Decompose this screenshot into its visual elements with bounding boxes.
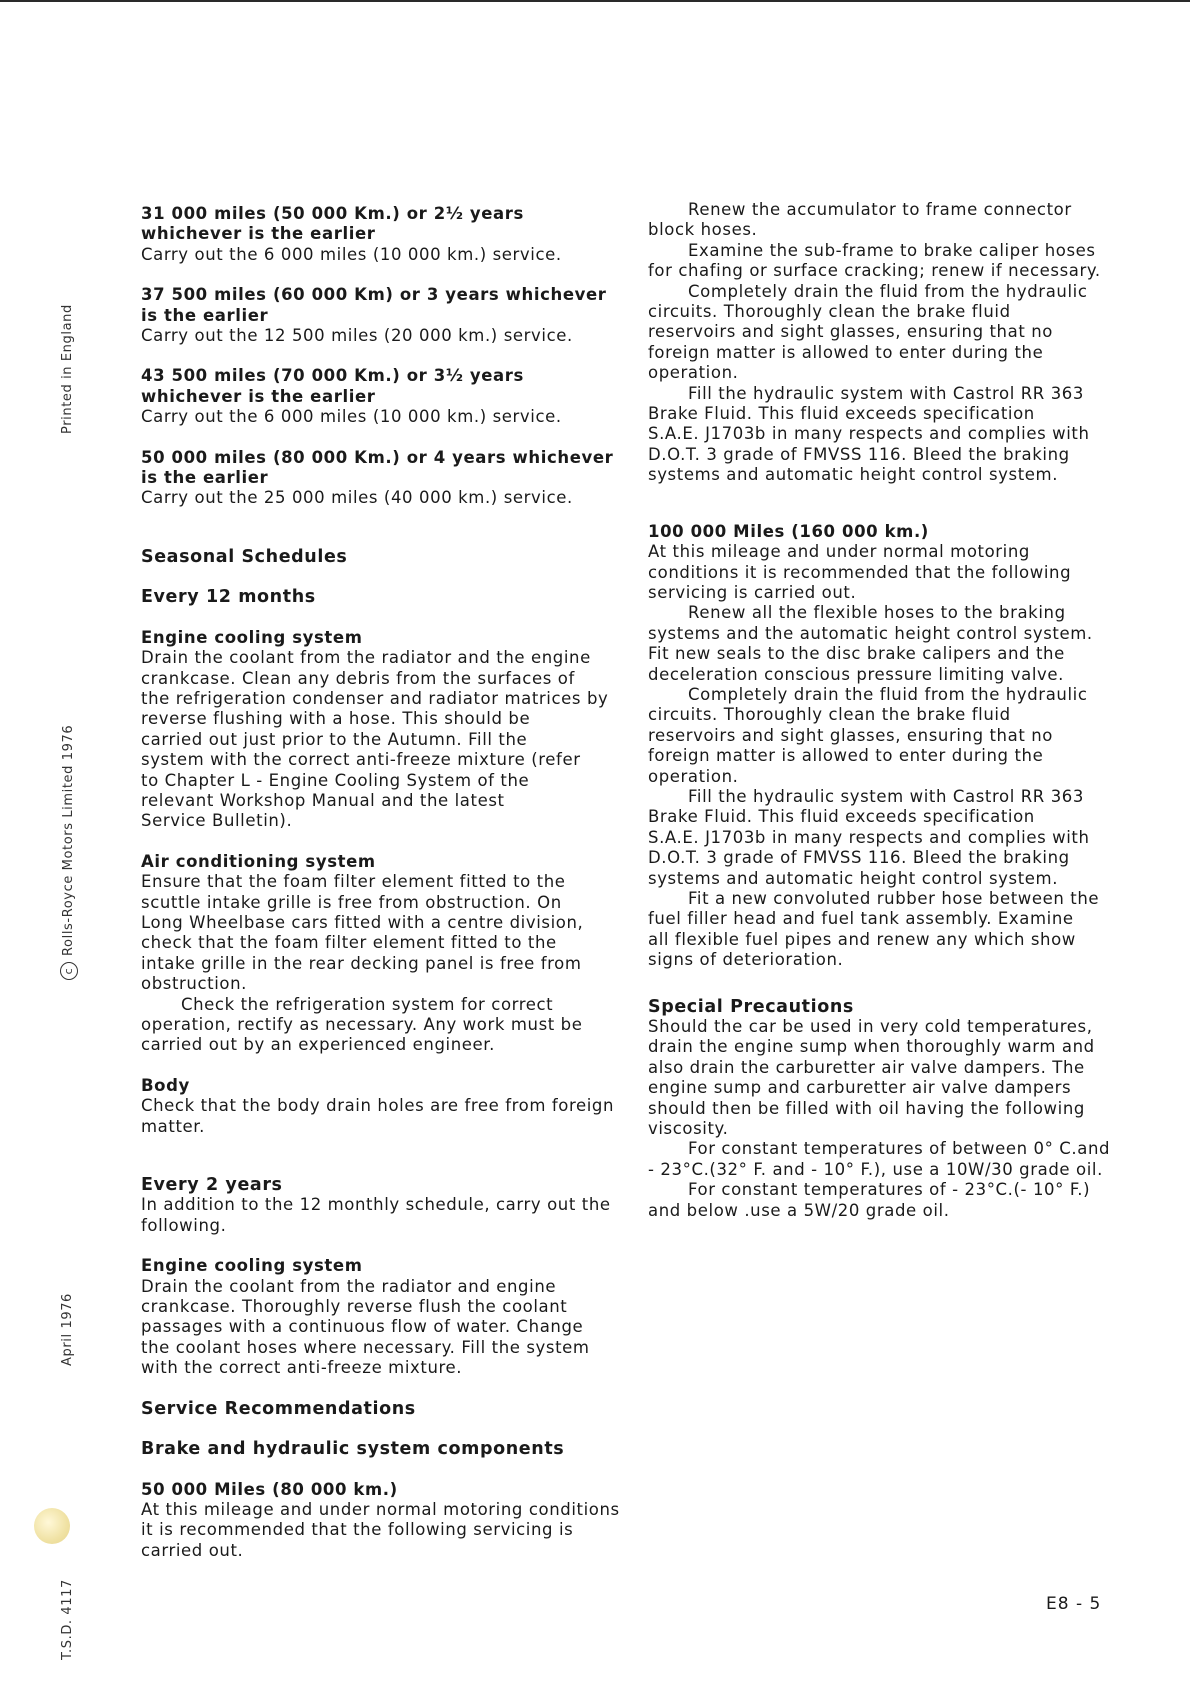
paper-stain: [34, 1508, 70, 1544]
interval-43500: [141, 366, 621, 427]
body-section: [141, 1076, 621, 1137]
text-line: deceleration conscious pressure limiting valve.: [648, 664, 1064, 684]
aircon-section: [141, 852, 621, 1056]
top-rule: [0, 0, 1190, 2]
text-line: should then be filled with oil having the following: [648, 1098, 1085, 1118]
text-line: operation.: [648, 766, 739, 786]
text-line: Check the refrigeration system for correct: [181, 994, 554, 1014]
text-line: reservoirs and sight glasses, ensuring that no: [648, 322, 1053, 342]
interval-heading: whichever is the earlier: [141, 386, 376, 406]
interval-body: Carry out the 6 000 miles (10 000 km.) service.: [141, 407, 562, 427]
text-line: Completely drain the fluid from the hydraulic: [688, 281, 1088, 301]
print-date: April 1976: [60, 1293, 75, 1366]
section-heading: Body: [141, 1075, 190, 1095]
interval-heading: is the earlier: [141, 468, 269, 488]
interval-heading: 31 000 miles (50 000 Km.) or 2½ years: [141, 204, 524, 223]
text-line: Drain the coolant from the radiator and the engine: [141, 648, 591, 668]
text-line: operation.: [648, 363, 739, 383]
text-line: S.A.E. J1703b in many respects and complies with: [648, 424, 1090, 444]
interval-heading: 50 000 miles (80 000 Km.) or 4 years whichever: [141, 447, 614, 467]
text-line: systems and automatic height control system.: [648, 868, 1059, 888]
interval-heading: whichever is the earlier: [141, 224, 376, 244]
page-number: E8 - 5: [1046, 1594, 1102, 1614]
text-line: systems and automatic height control system.: [648, 465, 1059, 485]
text-line: Service Bulletin).: [141, 811, 293, 831]
interval-heading: 37 500 miles (60 000 Km) or 3 years whichever: [141, 285, 607, 305]
special-precautions-section: [648, 997, 1118, 1221]
text-line: signs of deterioration.: [648, 950, 844, 970]
section-heading: 100 000 Miles (160 000 km.): [648, 521, 929, 541]
text-line: circuits. Thoroughly clean the brake fluid: [648, 302, 1011, 322]
text-line: carried out.: [141, 1540, 244, 1560]
text-line: intake grille in the rear decking panel is free from: [141, 953, 582, 973]
text-line: - 23°C.(32° F. and - 10° F.), use a 10W/30 grade oil.: [648, 1159, 1103, 1179]
text-line: Renew the accumulator to frame connector: [688, 200, 1072, 219]
text-line: reservoirs and sight glasses, ensuring that no: [648, 725, 1053, 745]
text-line: fuel filler head and fuel tank assembly. Examine: [648, 909, 1074, 929]
text-line: the coolant hoses where necessary. Fill the system: [141, 1337, 590, 1357]
text-line: scuttle intake grille is free from obstruction. On: [141, 892, 562, 912]
interval-body: Carry out the 6 000 miles (10 000 km.) service.: [141, 244, 562, 264]
text-line: Examine the sub-frame to brake caliper hoses: [688, 240, 1096, 260]
brake-paragraphs: [648, 200, 1118, 486]
text-line: with the correct anti-freeze mixture.: [141, 1358, 463, 1378]
text-line: servicing is carried out.: [648, 582, 857, 602]
right-column: [648, 200, 1118, 1241]
text-line: Ensure that the foam filter element fitted to the: [141, 872, 566, 892]
text-line: Fill the hydraulic system with Castrol RR 363: [688, 383, 1085, 403]
cooling-12-section: [141, 628, 621, 832]
text-line: For constant temperatures of between 0° C.and: [688, 1139, 1111, 1159]
text-line: system with the correct anti-freeze mixture (refer: [141, 750, 581, 770]
every-2-years-title: Every 2 years: [141, 1175, 283, 1196]
text-line: it is recommended that the following servicing is: [141, 1520, 574, 1540]
text-line: circuits. Thoroughly clean the brake fluid: [648, 705, 1011, 725]
brake-components-title: Brake and hydraulic system components: [141, 1439, 565, 1460]
text-line: Fill the hydraulic system with Castrol RR 363: [688, 786, 1085, 806]
text-line: carried out just prior to the Autumn. Fill the: [141, 729, 528, 749]
text-line: obstruction.: [141, 974, 247, 994]
interval-heading: 43 500 miles (70 000 Km.) or 3½ years: [141, 366, 524, 386]
miles-100000-section: [648, 522, 1118, 971]
text-line: engine sump and carburetter air valve dampers: [648, 1078, 1072, 1098]
text-line: Check that the body drain holes are free from foreign: [141, 1096, 615, 1116]
text-line: foreign matter is allowed to enter during the: [648, 746, 1044, 766]
text-line: crankcase. Clean any debris from the surfaces of: [141, 668, 575, 688]
every-2-years-section: [141, 1175, 621, 1236]
tsd-number: T.S.D. 4117: [60, 1579, 75, 1660]
text-line: all flexible fuel pipes and renew any which show: [648, 929, 1076, 949]
copyright-text: Rolls-Royce Motors Limited 1976: [61, 724, 76, 956]
interval-31000: [141, 204, 621, 265]
service-recommendations-title: Service Recommendations: [141, 1398, 416, 1419]
interval-body: Carry out the 12 500 miles (20 000 km.) service.: [141, 326, 573, 346]
left-column: [141, 204, 621, 1581]
section-heading: Engine cooling system: [141, 1256, 363, 1276]
text-line: At this mileage and under normal motoring: [648, 542, 1030, 562]
text-line: For constant temperatures of - 23°C.(- 10° F.): [688, 1180, 1091, 1200]
text-line: viscosity.: [648, 1119, 729, 1139]
text-line: Completely drain the fluid from the hydraulic: [688, 684, 1088, 704]
interval-heading: is the earlier: [141, 305, 269, 325]
section-heading: Air conditioning system: [141, 851, 376, 871]
interval-50000: [141, 448, 621, 509]
text-line: check that the foam filter element fitted to the: [141, 933, 557, 953]
cooling-2-section: [141, 1256, 621, 1378]
printed-in-england: Printed in England: [60, 304, 75, 434]
text-line: to Chapter L - Engine Cooling System of the: [141, 770, 530, 790]
text-line: foreign matter is allowed to enter during the: [648, 342, 1044, 362]
copyright-icon: c: [60, 962, 78, 980]
text-line: relevant Workshop Manual and the latest: [141, 790, 505, 810]
text-line: and below .use a 5W/20 grade oil.: [648, 1200, 950, 1220]
text-line: Brake Fluid. This fluid exceeds specification: [648, 404, 1035, 424]
every-12-months-title: Every 12 months: [141, 587, 316, 608]
text-line: conditions it is recommended that the following: [648, 562, 1072, 582]
text-line: the refrigeration condenser and radiator matrices by: [141, 688, 609, 708]
seasonal-schedules-title: Seasonal Schedules: [141, 546, 348, 567]
text-line: Should the car be used in very cold temperatures,: [648, 1017, 1093, 1037]
text-line: also drain the carburetter air valve dampers. The: [648, 1057, 1085, 1077]
interval-37500: [141, 285, 621, 346]
text-line: Brake Fluid. This fluid exceeds specification: [648, 807, 1035, 827]
text-line: Long Wheelbase cars fitted with a centre division,: [141, 912, 584, 932]
text-line: systems and the automatic height control system.: [648, 623, 1093, 643]
text-line: Drain the coolant from the radiator and engine: [141, 1276, 557, 1296]
text-line: following.: [141, 1215, 227, 1235]
text-line: D.O.T. 3 grade of FMVSS 116. Bleed the braking: [648, 848, 1070, 868]
section-heading: Engine cooling system: [141, 627, 363, 647]
text-line: carried out by an experienced engineer.: [141, 1035, 495, 1055]
text-line: block hoses.: [648, 220, 758, 240]
text-line: At this mileage and under normal motoring conditions: [141, 1499, 620, 1519]
text-line: passages with a continuous flow of water. Change: [141, 1317, 584, 1337]
text-line: drain the engine sump when thoroughly warm and: [648, 1037, 1095, 1057]
text-line: Fit new seals to the disc brake calipers and the: [648, 644, 1065, 664]
text-line: matter.: [141, 1116, 205, 1136]
text-line: In addition to the 12 monthly schedule, carry out the: [141, 1195, 611, 1215]
text-line: Renew all the flexible hoses to the braking: [688, 603, 1066, 623]
text-line: Fit a new convoluted rubber hose between the: [688, 889, 1100, 908]
text-line: crankcase. Thoroughly reverse flush the coolant: [141, 1297, 568, 1317]
section-heading: Special Precautions: [648, 996, 854, 1017]
text-line: operation, rectify as necessary. Any work must be: [141, 1015, 583, 1034]
text-line: D.O.T. 3 grade of FMVSS 116. Bleed the braking: [648, 444, 1070, 464]
copyright-notice: [60, 725, 78, 980]
section-heading: 50 000 Miles (80 000 km.): [141, 1479, 398, 1499]
text-line: for chafing or surface cracking; renew if necessary.: [648, 261, 1101, 281]
text-line: reverse flushing with a hose. This should be: [141, 709, 531, 729]
interval-body: Carry out the 25 000 miles (40 000 km.) service.: [141, 488, 573, 508]
text-line: S.A.E. J1703b in many respects and complies with: [648, 827, 1090, 847]
miles-50000-section: [141, 1480, 621, 1562]
